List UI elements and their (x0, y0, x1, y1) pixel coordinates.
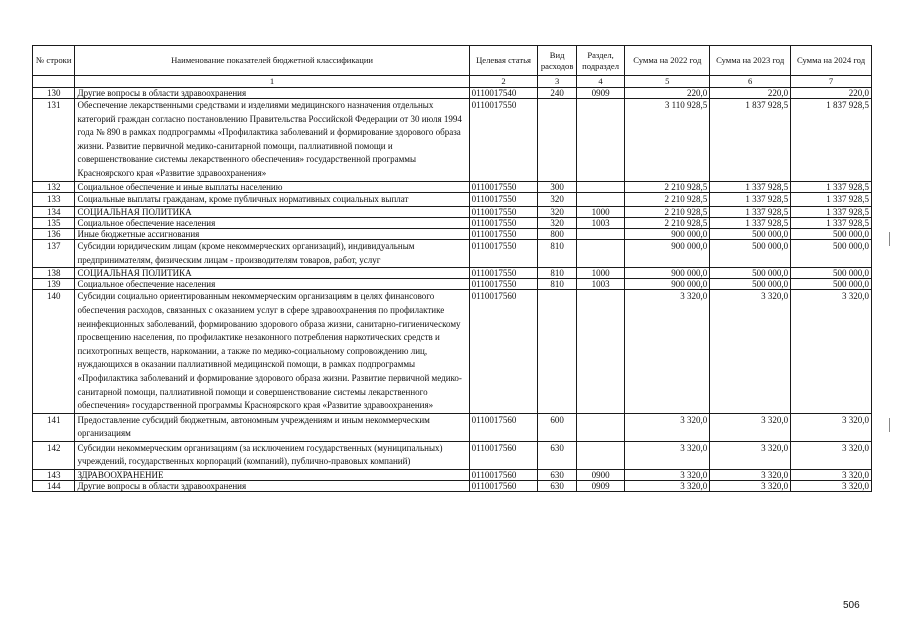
row-name-cell: Социальное обеспечение населения (75, 218, 469, 229)
table-row (33, 181, 872, 192)
column-number: 4 (576, 76, 625, 88)
table-row (33, 207, 872, 218)
row-number-cell: 134 (33, 207, 75, 218)
row-section-cell: 0909 (576, 481, 625, 492)
row-section-cell (576, 441, 625, 469)
row-target-article-cell: 0110017550 (469, 268, 538, 279)
row-sum-2024-cell: 500 000,0 (791, 229, 872, 240)
row-sum-2022-cell: 3 110 928,5 (625, 99, 710, 182)
row-sum-2023-cell: 500 000,0 (710, 240, 791, 268)
row-target-article-cell: 0110017550 (469, 218, 538, 229)
row-sum-2022-cell: 3 320,0 (625, 413, 710, 441)
row-name-cell: Социальное обеспечение населения (75, 279, 469, 290)
row-sum-2024-cell: 3 320,0 (791, 441, 872, 469)
row-expense-type-cell (538, 99, 576, 182)
header-expense-type: Вид расходов (538, 46, 576, 76)
row-target-article-cell: 0110017560 (469, 290, 538, 413)
row-target-article-cell: 0110017550 (469, 229, 538, 240)
header-sum-2024: Сумма на 2024 год (791, 46, 872, 76)
row-sum-2022-cell: 900 000,0 (625, 229, 710, 240)
row-target-article-cell: 0110017560 (469, 413, 538, 441)
row-sum-2024-cell: 3 320,0 (791, 290, 872, 413)
row-sum-2024-cell: 3 320,0 (791, 413, 872, 441)
row-sum-2023-cell: 1 337 928,5 (710, 218, 791, 229)
column-number: 1 (75, 76, 469, 88)
row-section-cell (576, 240, 625, 268)
row-sum-2024-cell: 500 000,0 (791, 279, 872, 290)
row-expense-type-cell (538, 290, 576, 413)
row-expense-type-cell: 630 (538, 441, 576, 469)
header-section: Раздел, подраздел (576, 46, 625, 76)
row-sum-2024-cell: 500 000,0 (791, 268, 872, 279)
row-number-cell: 142 (33, 441, 75, 469)
row-number-cell: 141 (33, 413, 75, 441)
margin-mark (889, 232, 890, 246)
row-sum-2023-cell: 3 320,0 (710, 290, 791, 413)
row-number-cell: 139 (33, 279, 75, 290)
row-sum-2024-cell: 1 337 928,5 (791, 207, 872, 218)
row-sum-2024-cell: 1 837 928,5 (791, 99, 872, 182)
header-name: Наименование показателей бюджетной классификации (75, 46, 469, 76)
row-number-cell: 130 (33, 88, 75, 99)
row-sum-2022-cell: 2 210 928,5 (625, 218, 710, 229)
row-expense-type-cell: 630 (538, 481, 576, 492)
row-number-cell: 131 (33, 99, 75, 182)
row-section-cell (576, 192, 625, 207)
column-number: 2 (469, 76, 538, 88)
row-target-article-cell: 0110017550 (469, 181, 538, 192)
table-row (33, 268, 872, 279)
row-section-cell: 0900 (576, 470, 625, 481)
table-row (33, 88, 872, 99)
header-sum-2023: Сумма на 2023 год (710, 46, 791, 76)
row-name-cell: Иные бюджетные ассигнования (75, 229, 469, 240)
row-sum-2023-cell: 500 000,0 (710, 268, 791, 279)
row-name-cell: СОЦИАЛЬНАЯ ПОЛИТИКА (75, 207, 469, 218)
row-expense-type-cell: 810 (538, 279, 576, 290)
row-sum-2023-cell: 500 000,0 (710, 279, 791, 290)
row-expense-type-cell: 320 (538, 207, 576, 218)
row-number-cell: 133 (33, 192, 75, 207)
table-row (33, 441, 872, 469)
row-sum-2023-cell: 3 320,0 (710, 470, 791, 481)
row-sum-2024-cell: 1 337 928,5 (791, 218, 872, 229)
row-name-cell: Социальные выплаты гражданам, кроме публичных нормативных социальных выплат (75, 192, 469, 207)
row-name-cell: Другие вопросы в области здравоохранения (75, 481, 469, 492)
row-sum-2023-cell: 1 337 928,5 (710, 181, 791, 192)
row-sum-2024-cell: 220,0 (791, 88, 872, 99)
table-body (33, 88, 872, 492)
row-name-cell: Предоставление субсидий бюджетным, автономным учреждениям и иным некоммерческим организациям (75, 413, 469, 441)
row-section-cell: 0909 (576, 88, 625, 99)
row-section-cell: 1000 (576, 207, 625, 218)
row-sum-2022-cell: 220,0 (625, 88, 710, 99)
row-name-cell: СОЦИАЛЬНАЯ ПОЛИТИКА (75, 268, 469, 279)
row-expense-type-cell: 810 (538, 268, 576, 279)
row-number-cell: 144 (33, 481, 75, 492)
row-section-cell: 1000 (576, 268, 625, 279)
row-sum-2022-cell: 2 210 928,5 (625, 181, 710, 192)
row-sum-2024-cell: 1 337 928,5 (791, 181, 872, 192)
row-target-article-cell: 0110017550 (469, 279, 538, 290)
row-expense-type-cell: 800 (538, 229, 576, 240)
table-row (33, 470, 872, 481)
budget-table (32, 45, 872, 492)
row-section-cell (576, 290, 625, 413)
row-sum-2022-cell: 2 210 928,5 (625, 207, 710, 218)
row-section-cell (576, 99, 625, 182)
table-row (33, 229, 872, 240)
row-name-cell: Социальное обеспечение и иные выплаты населению (75, 181, 469, 192)
row-section-cell: 1003 (576, 279, 625, 290)
row-number-cell: 132 (33, 181, 75, 192)
column-number-row (33, 76, 872, 88)
row-sum-2023-cell: 3 320,0 (710, 481, 791, 492)
table-row (33, 290, 872, 413)
row-name-cell: Субсидии юридическим лицам (кроме некоммерческих организаций), индивидуальным предпринимателям, физическим лицам - производителям товаров, работ, услуг (75, 240, 469, 268)
row-number-cell: 143 (33, 470, 75, 481)
row-sum-2023-cell: 1 837 928,5 (710, 99, 791, 182)
row-section-cell (576, 229, 625, 240)
table-header-row (33, 46, 872, 76)
row-target-article-cell: 0110017560 (469, 441, 538, 469)
column-number: 5 (625, 76, 710, 88)
row-target-article-cell: 0110017540 (469, 88, 538, 99)
row-sum-2022-cell: 3 320,0 (625, 470, 710, 481)
row-sum-2024-cell: 3 320,0 (791, 481, 872, 492)
row-target-article-cell: 0110017550 (469, 207, 538, 218)
row-expense-type-cell: 320 (538, 218, 576, 229)
row-target-article-cell: 0110017550 (469, 99, 538, 182)
header-sum-2022: Сумма на 2022 год (625, 46, 710, 76)
row-number-cell: 140 (33, 290, 75, 413)
row-number-cell: 137 (33, 240, 75, 268)
row-sum-2024-cell: 1 337 928,5 (791, 192, 872, 207)
row-section-cell: 1003 (576, 218, 625, 229)
row-sum-2022-cell: 3 320,0 (625, 441, 710, 469)
row-section-cell (576, 413, 625, 441)
budget-document (32, 45, 872, 492)
table-row (33, 218, 872, 229)
table-row (33, 481, 872, 492)
column-number: 6 (710, 76, 791, 88)
row-sum-2023-cell: 220,0 (710, 88, 791, 99)
row-target-article-cell: 0110017560 (469, 481, 538, 492)
row-sum-2023-cell: 1 337 928,5 (710, 192, 791, 207)
row-sum-2022-cell: 3 320,0 (625, 481, 710, 492)
table-row (33, 192, 872, 207)
row-sum-2023-cell: 3 320,0 (710, 441, 791, 469)
row-sum-2022-cell: 900 000,0 (625, 279, 710, 290)
row-name-cell: Субсидии социально ориентированным некоммерческим организациям в целях финансового обеспечения расходов, связанных с оказанием услуг в сфере здравоохранения по профилактике неинфекционных заболеваний, формированию здорового образа жизни, санитарно-гигиеническому просвещению населения, по профилактике незаконного потребления наркотических средств и психотропных веществ, наркомании, а также по медико-социальному сопровождению лиц, нуждающихся в оказании паллиативной медицинской помощи, в рамках подпрограммы «Профилактика заболеваний и формирование здорового образа жизни. Развитие первичной медико-санитарной помощи, паллиативной помощи и совершенствование системы лекарственного обеспечения» государственной программы Красноярского края «Развитие здравоохранения» (75, 290, 469, 413)
table-row (33, 99, 872, 182)
row-sum-2022-cell: 900 000,0 (625, 268, 710, 279)
column-number: 7 (791, 76, 872, 88)
header-row-number: № строки (33, 46, 75, 76)
row-expense-type-cell: 810 (538, 240, 576, 268)
row-sum-2023-cell: 3 320,0 (710, 413, 791, 441)
row-expense-type-cell: 240 (538, 88, 576, 99)
row-target-article-cell: 0110017550 (469, 192, 538, 207)
row-name-cell: Другие вопросы в области здравоохранения (75, 88, 469, 99)
row-expense-type-cell: 320 (538, 192, 576, 207)
row-target-article-cell: 0110017560 (469, 470, 538, 481)
row-name-cell: Обеспечение лекарственными средствами и изделиями медицинского назначения отдельных категорий граждан согласно постановлению Правительства Российской Федерации от 30 июля 1994 года № 890 в рамках подпрограммы «Профилактика заболеваний и формирование здорового образа жизни. Развитие первичной медико-санитарной помощи, паллиативной помощи и совершенствование системы лекарственного обеспечения» государственной программы Красноярского края «Развитие здравоохранения» (75, 99, 469, 182)
row-number-cell: 135 (33, 218, 75, 229)
row-sum-2022-cell: 2 210 928,5 (625, 192, 710, 207)
table-row (33, 240, 872, 268)
row-sum-2024-cell: 500 000,0 (791, 240, 872, 268)
row-expense-type-cell: 600 (538, 413, 576, 441)
row-number-cell: 136 (33, 229, 75, 240)
row-sum-2022-cell: 900 000,0 (625, 240, 710, 268)
page-number: 506 (843, 600, 860, 611)
row-expense-type-cell: 300 (538, 181, 576, 192)
table-row (33, 413, 872, 441)
header-target-article: Целевая статья (469, 46, 538, 76)
row-name-cell: Субсидии некоммерческим организациям (за исключением государственных (муниципальных) учреждений, государственных корпораций (компаний), публично-правовых компаний) (75, 441, 469, 469)
row-sum-2023-cell: 500 000,0 (710, 229, 791, 240)
row-target-article-cell: 0110017550 (469, 240, 538, 268)
column-number: 3 (538, 76, 576, 88)
row-sum-2023-cell: 1 337 928,5 (710, 207, 791, 218)
column-number (33, 76, 75, 88)
row-section-cell (576, 181, 625, 192)
row-name-cell: ЗДРАВООХРАНЕНИЕ (75, 470, 469, 481)
row-sum-2022-cell: 3 320,0 (625, 290, 710, 413)
row-number-cell: 138 (33, 268, 75, 279)
margin-mark (889, 418, 890, 432)
table-row (33, 279, 872, 290)
row-sum-2024-cell: 3 320,0 (791, 470, 872, 481)
row-expense-type-cell: 630 (538, 470, 576, 481)
